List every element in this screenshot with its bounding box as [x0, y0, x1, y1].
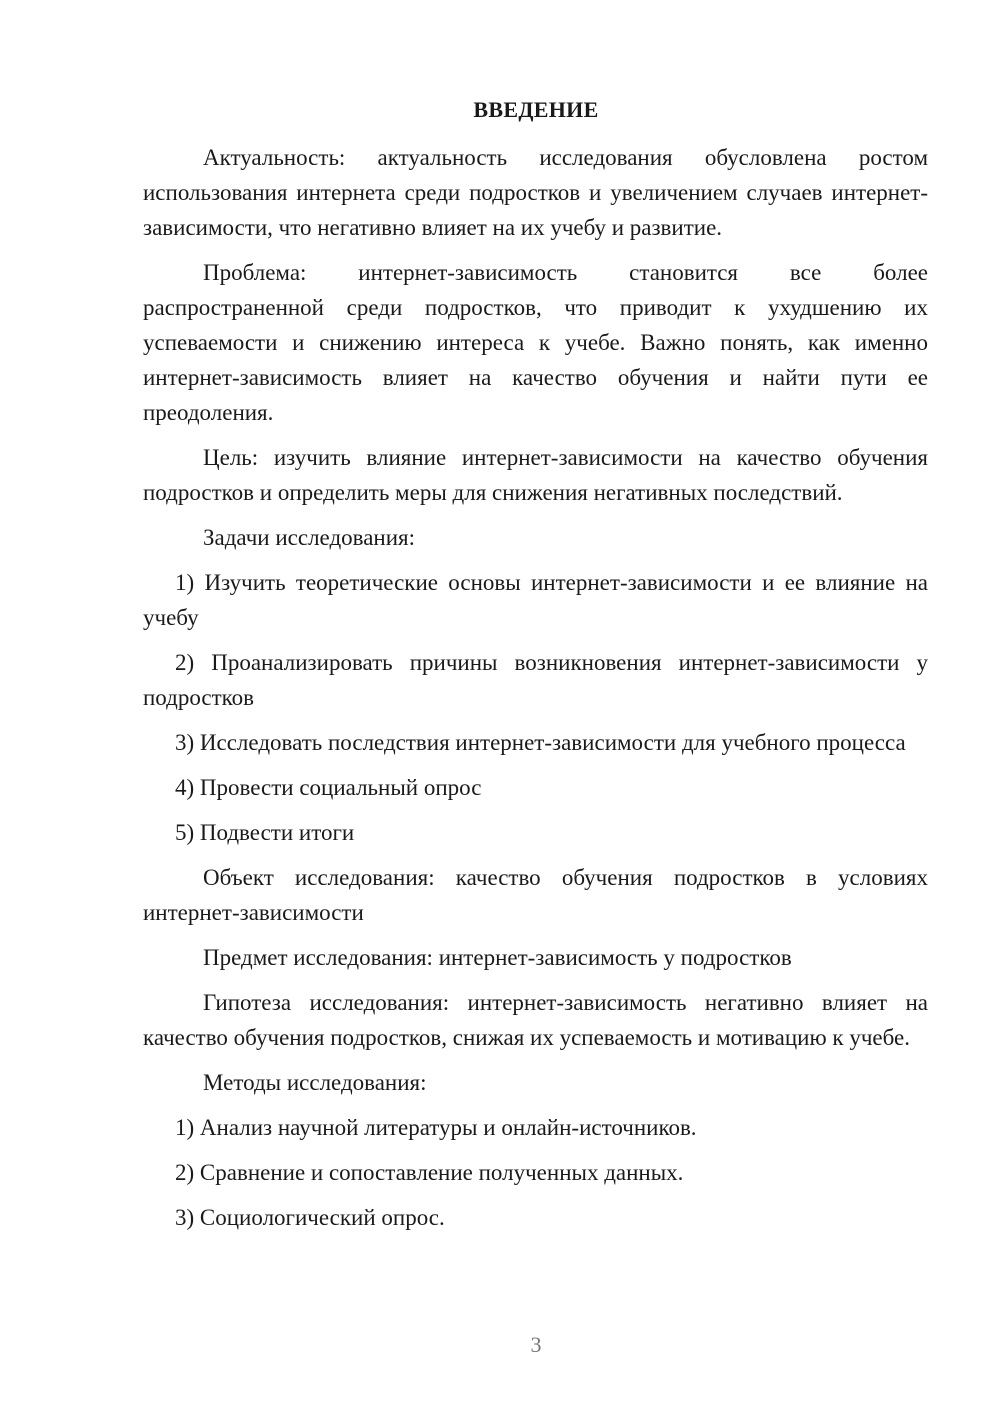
- hypothesis-paragraph: Гипотеза исследования: интернет-зависимость негативно влияет на качество обучения подростков, снижая их успеваемость и мотивацию к учебе.: [143, 990, 928, 1050]
- subject-paragraph: Предмет исследования: интернет-зависимость у подростков: [203, 945, 792, 970]
- method-item: 3) Социологический опрос.: [175, 1205, 445, 1230]
- page-title: ВВЕДЕНИЕ: [473, 97, 599, 122]
- problem-paragraph: Проблема: интернет-зависимость становится все более распространенной среди подростков, что приводит к ухудшению их успеваемости и снижению интереса к учебе. Важно понять, как именно интернет-зависимость влияет на качество обучения и найти пути ее преодоления.: [143, 260, 928, 425]
- task-item: 5) Подвести итоги: [175, 820, 355, 845]
- methods-heading: Методы исследования:: [203, 1070, 427, 1095]
- relevance-paragraph: Актуальность: актуальность исследования обусловлена ростом использования интернета среди подростков и увеличением случаев интернет-зависимости, что негативно влияет на их учебу и развитие.: [143, 145, 928, 240]
- goal-paragraph: Цель: изучить влияние интернет-зависимости на качество обучения подростков и определить меры для снижения негативных последствий.: [143, 445, 928, 505]
- task-item: 4) Провести социальный опрос: [175, 775, 482, 800]
- object-paragraph: Объект исследования: качество обучения подростков в условиях интернет-зависимости: [143, 865, 928, 925]
- method-item: 1) Анализ научной литературы и онлайн-источников.: [175, 1115, 697, 1140]
- tasks-heading: Задачи исследования:: [203, 525, 416, 550]
- method-item: 2) Сравнение и сопоставление полученных данных.: [175, 1160, 684, 1185]
- task-item: 3) Исследовать последствия интернет-зависимости для учебного процесса: [175, 730, 906, 755]
- document-body: [143, 140, 928, 1245]
- task-item: 1) Изучить теоретические основы интернет-зависимости и ее влияние на учебу: [143, 570, 928, 630]
- task-item: 2) Проанализировать причины возникновения интернет-зависимости у подростков: [143, 650, 928, 710]
- page-number: 3: [530, 1332, 542, 1357]
